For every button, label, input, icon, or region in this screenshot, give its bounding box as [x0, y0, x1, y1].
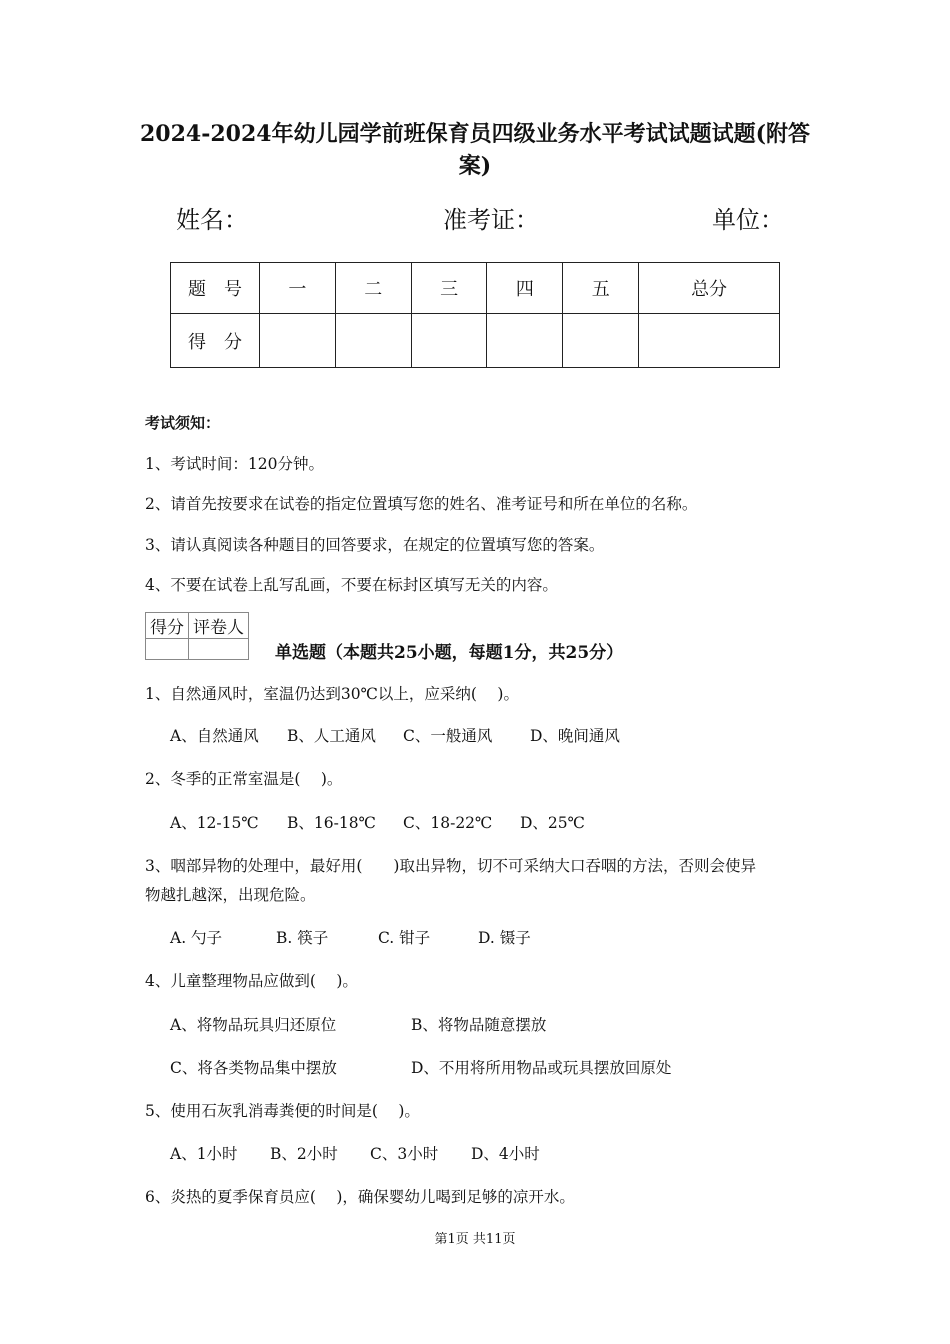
grader-name-label: 评卷人 [189, 613, 249, 639]
score-header-3: 三 [411, 263, 487, 314]
score-row-label: 得 分 [171, 314, 260, 368]
q2-option-a[interactable]: A、12-15℃ [170, 814, 259, 832]
score-header-2: 二 [335, 263, 411, 314]
q4-option-c[interactable]: C、将各类物品集中摆放 [170, 1059, 337, 1077]
section-title: 单选题（本题共25小题，每题1分，共25分） [275, 643, 624, 663]
page-footer: 第1页 共11页 [434, 1232, 516, 1247]
notice-item: 2、请首先按要求在试卷的指定位置填写您的姓名、准考证号和所在单位的名称。 [145, 495, 698, 513]
score-header-total: 总分 [639, 263, 780, 314]
question-2-stem: 2、冬季的正常室温是( )。 [145, 770, 343, 788]
exam-number-field-label: 准考证： [443, 206, 539, 234]
notice-item: 4、不要在试卷上乱写乱画，不要在标封区填写无关的内容。 [145, 576, 558, 594]
notice-item: 3、请认真阅读各种题目的回答要求，在规定的位置填写您的答案。 [145, 536, 605, 554]
q5-option-d[interactable]: D、4小时 [471, 1145, 540, 1163]
grader-score-label: 得分 [146, 613, 189, 639]
q3-option-c[interactable]: C. 钳子 [378, 929, 431, 947]
grader-score-cell[interactable] [146, 639, 189, 660]
unit-field-label: 单位： [712, 206, 784, 234]
score-cell-5[interactable] [563, 314, 639, 368]
exam-title [140, 118, 810, 182]
grader-box-header [146, 613, 249, 639]
question-4-stem: 4、儿童整理物品应做到( )。 [145, 972, 358, 990]
q1-option-a[interactable]: A、自然通风 [170, 727, 259, 745]
q3-option-b[interactable]: B. 筷子 [276, 929, 329, 947]
score-table-score-row [171, 314, 780, 368]
question-3-stem: 3、咽部异物的处理中，最好用( )取出异物，切不可采纳大口吞咽的方法，否则会使异 [145, 857, 756, 875]
grader-box-blank-row [146, 639, 249, 660]
q1-option-c[interactable]: C、一般通风 [403, 727, 493, 745]
q1-option-d[interactable]: D、晚间通风 [530, 727, 620, 745]
q4-option-a[interactable]: A、将物品玩具归还原位 [170, 1016, 337, 1034]
q3-option-d[interactable]: D. 镊子 [478, 929, 531, 947]
score-cell-1[interactable] [260, 314, 336, 368]
q2-option-c[interactable]: C、18-22℃ [403, 814, 493, 832]
notice-item: 1、考试时间：120分钟。 [145, 455, 324, 473]
q5-option-c[interactable]: C、3小时 [370, 1145, 439, 1163]
score-header-label: 题 号 [171, 263, 260, 314]
title-line-1: 2024-2024年幼儿园学前班保育员四级业务水平考试试题试题(附答 [140, 121, 811, 147]
q4-option-d[interactable]: D、不用将所用物品或玩具摆放回原处 [411, 1059, 672, 1077]
q2-option-b[interactable]: B、16-18℃ [287, 814, 376, 832]
score-cell-4[interactable] [487, 314, 563, 368]
score-header-5: 五 [563, 263, 639, 314]
question-3-stem-cont: 物越扎越深，出现危险。 [145, 886, 316, 904]
grader-name-cell[interactable] [189, 639, 249, 660]
name-field-label: 姓名： [176, 206, 248, 234]
score-header-1: 一 [260, 263, 336, 314]
q5-option-b[interactable]: B、2小时 [270, 1145, 338, 1163]
score-table-header-row [171, 263, 780, 314]
score-cell-2[interactable] [335, 314, 411, 368]
q4-option-b[interactable]: B、将物品随意摆放 [411, 1016, 547, 1034]
score-header-4: 四 [487, 263, 563, 314]
score-cell-3[interactable] [411, 314, 487, 368]
question-5-stem: 5、使用石灰乳消毒粪便的时间是( )。 [145, 1102, 420, 1120]
q1-option-b[interactable]: B、人工通风 [287, 727, 376, 745]
notice-heading: 考试须知： [145, 414, 221, 432]
q2-option-d[interactable]: D、25℃ [520, 814, 585, 832]
score-cell-total[interactable] [639, 314, 780, 368]
question-1-stem: 1、自然通风时，室温仍达到30℃以上，应采纳( )。 [145, 685, 519, 703]
title-line-2: 案) [458, 153, 492, 179]
grader-box [145, 612, 249, 660]
q3-option-a[interactable]: A. 勺子 [170, 929, 223, 947]
score-table [170, 262, 780, 368]
q5-option-a[interactable]: A、1小时 [170, 1145, 238, 1163]
question-6-stem: 6、炎热的夏季保育员应( )，确保婴幼儿喝到足够的凉开水。 [145, 1188, 575, 1206]
